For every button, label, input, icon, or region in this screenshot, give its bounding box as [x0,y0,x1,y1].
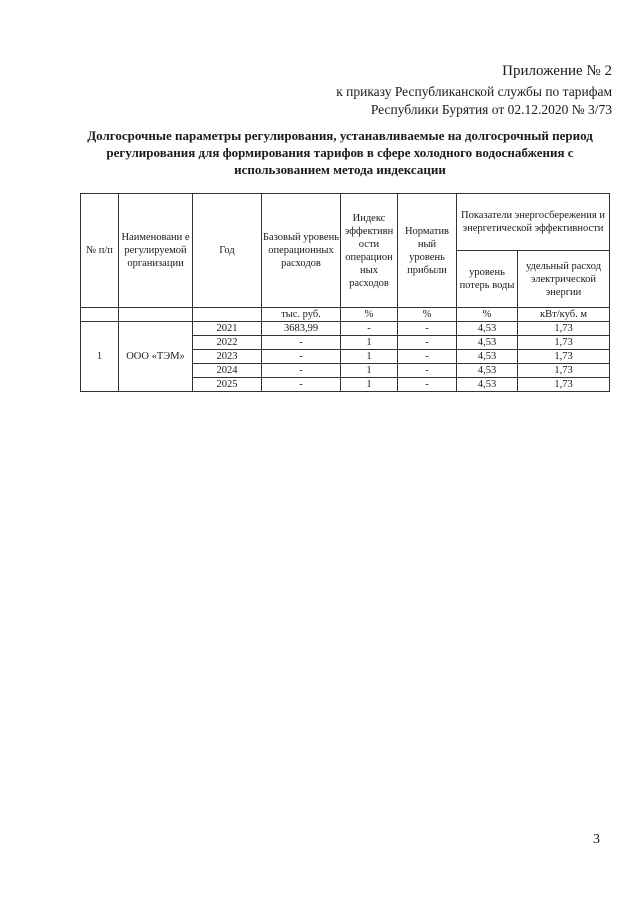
units-row [81,308,610,322]
header-organization: Наименовани е регулируемой организации [119,194,193,308]
cell-power: 1,73 [518,350,610,364]
unit-base: тыс. руб. [262,308,341,322]
cell-loss: 4,53 [457,336,518,350]
header-base-expenses: Базовый уровень операционных расходов [262,194,341,308]
cell-year: 2024 [193,364,262,378]
units-empty-org [119,308,193,322]
cell-base: - [262,364,341,378]
unit-index: % [341,308,398,322]
units-empty-year [193,308,262,322]
cell-index: 1 [341,364,398,378]
header-num: № п/п [81,194,119,308]
cell-index: 1 [341,350,398,364]
cell-base: - [262,378,341,392]
cell-base: 3683,99 [262,322,341,336]
cell-year: 2025 [193,378,262,392]
cell-loss: 4,53 [457,364,518,378]
cell-loss: 4,53 [457,378,518,392]
title-line-1: Долгосрочные параметры регулирования, устанавливаемые на долгосрочный период [87,128,593,143]
cell-power: 1,73 [518,364,610,378]
header-efficiency-index: Индекс эффективн ости операцион ных расходов [341,194,398,308]
cell-year: 2022 [193,336,262,350]
appendix-label: Приложение № 2 [502,63,612,79]
units-empty-num [81,308,119,322]
row-number: 1 [81,322,119,392]
cell-norm: - [398,322,457,336]
cell-loss: 4,53 [457,322,518,336]
cell-norm: - [398,350,457,364]
cell-index: 1 [341,336,398,350]
header-year: Год [193,194,262,308]
cell-year: 2021 [193,322,262,336]
header-profit-norm: Норматив ный уровень прибыли [398,194,457,308]
cell-year: 2023 [193,350,262,364]
cell-norm: - [398,378,457,392]
cell-index: - [341,322,398,336]
unit-power: кВт/куб. м [518,308,610,322]
order-date-number: Республики Бурятия от 02.12.2020 № 3/73 [370,102,612,117]
cell-loss: 4,53 [457,350,518,364]
header-row-1 [81,194,610,251]
header-energy-indicators: Показатели энергосбережения и энергетической эффективности [457,194,610,251]
table-row [81,322,610,336]
organization-name: ООО «ТЭМ» [119,322,193,392]
document-title [70,127,610,178]
cell-base: - [262,336,341,350]
header-water-loss: уровень потерь воды [457,251,518,308]
parameters-table [80,193,610,392]
cell-power: 1,73 [518,322,610,336]
cell-norm: - [398,364,457,378]
page-number: 3 [593,832,600,847]
title-line-3: использованием метода индексации [234,162,446,177]
order-reference: к приказу Республиканской службы по тарифам [336,84,612,99]
header-power-consumption: удельный расход электрической энергии [518,251,610,308]
cell-power: 1,73 [518,378,610,392]
cell-norm: - [398,336,457,350]
unit-loss: % [457,308,518,322]
unit-norm: % [398,308,457,322]
cell-base: - [262,350,341,364]
cell-power: 1,73 [518,336,610,350]
cell-index: 1 [341,378,398,392]
title-line-2: регулирования для формирования тарифов в сфере холодного водоснабжения с [106,145,574,160]
